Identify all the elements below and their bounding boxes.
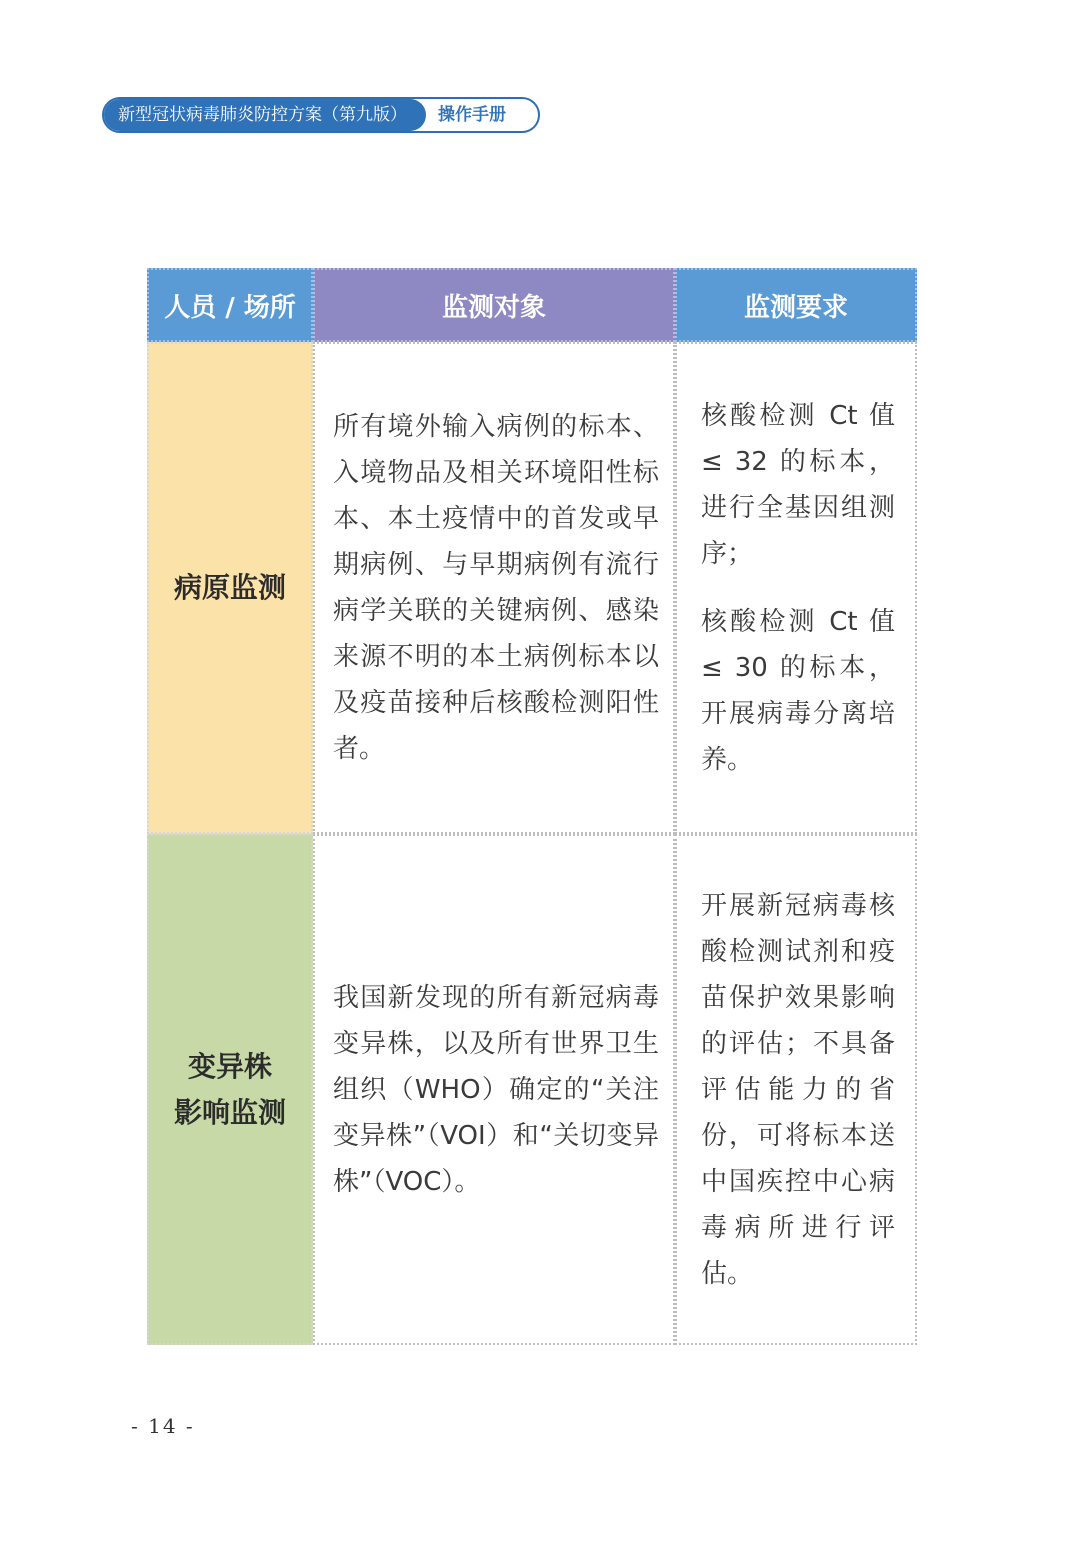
object-text: 我国新发现的所有新冠病毒变异株，以及所有世界卫生组织（WHO）确定的“关注变异株”（VOI）和“关切变异株”（VOC）。	[333, 982, 659, 1197]
object-text: 所有境外输入病例的标本、入境物品及相关环境阳性标本、本土疫情中的首发或早期病例、与早期病例有流行病学关联的关键病例、感染来源不明的本土病例标本以及疫苗接种后核酸检测阳性者。	[333, 412, 659, 764]
requirement-text: 开展新冠病毒核酸检测试剂和疫苗保护效果影响的评估；不具备评估能力的省份，可将标本送中国疾控中心病毒病所进行评估。	[701, 890, 895, 1289]
variant-surveillance-object	[313, 834, 675, 1345]
requirement-text: 核酸检测 Ct 值 ≤ 32 的标本，进行全基因组测序；	[701, 401, 895, 569]
page-number: - 14 -	[131, 1414, 195, 1438]
variant-surveillance-requirement	[675, 834, 917, 1345]
column-header-category: 人员 / 场所	[147, 268, 313, 342]
column-header-object: 监测对象	[313, 268, 675, 342]
document-title: 新型冠状病毒肺炎防控方案（第九版）	[104, 99, 426, 131]
column-header-requirement: 监测要求	[675, 268, 917, 342]
row-label-line: 病原监测	[173, 571, 286, 604]
row-label-pathogen-surveillance	[147, 342, 313, 834]
row-label-line: 影响监测	[173, 1095, 286, 1129]
row-label-variant-impact-surveillance	[147, 834, 313, 1345]
document-header-tab	[102, 97, 540, 133]
requirement-text: 核酸检测 Ct 值 ≤ 30 的标本，开展病毒分离培养。	[701, 607, 895, 775]
row-label-line: 变异株	[187, 1049, 272, 1083]
surveillance-table	[147, 268, 917, 1345]
pathogen-surveillance-object	[313, 342, 675, 834]
pathogen-surveillance-requirement	[675, 342, 917, 834]
document-subtitle: 操作手册	[438, 105, 506, 125]
